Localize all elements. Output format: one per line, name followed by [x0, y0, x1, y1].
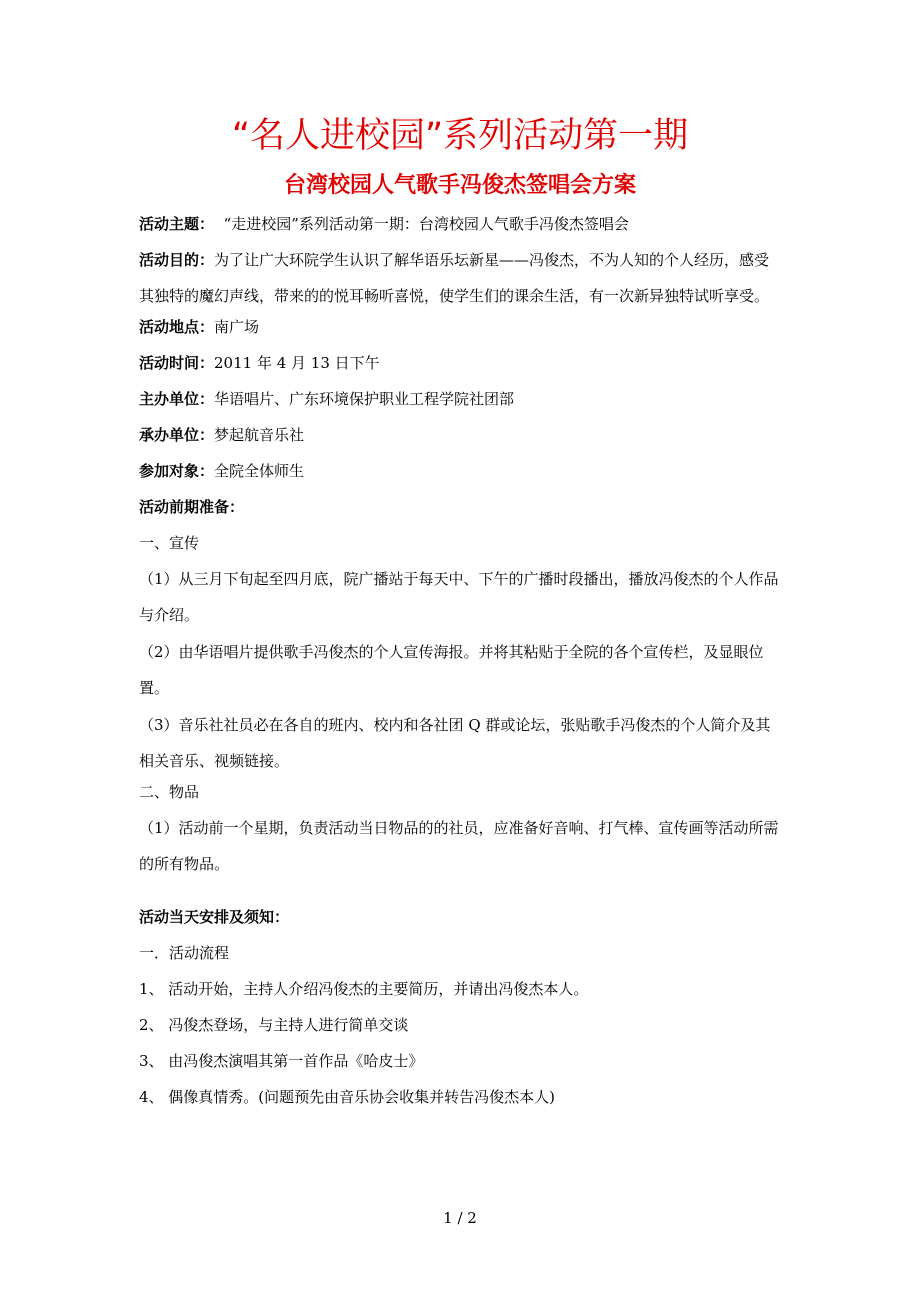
field-audience	[139, 459, 783, 483]
field-time	[139, 351, 783, 375]
field-label: 参加对象：	[139, 462, 215, 480]
field-value: “走进校园”系列活动第一期：台湾校园人气歌手冯俊杰签唱会	[214, 215, 629, 233]
field-purpose	[139, 242, 783, 314]
prep-heading: 活动前期准备：	[139, 498, 245, 516]
document-subtitle: 台湾校园人气歌手冯俊杰签唱会方案	[283, 173, 636, 198]
field-theme	[139, 212, 783, 236]
field-label: 活动时间：	[139, 354, 215, 372]
prep-section-title: 一、宣传	[139, 534, 200, 552]
prep-section-title: 二、物品	[139, 783, 200, 801]
field-value: 2011 年 4 月 13 日下午	[214, 354, 380, 372]
field-value: 全院全体师生	[214, 462, 305, 480]
page-number: 1 / 2	[443, 1209, 477, 1227]
field-value: 华语唱片、广东环境保护职业工程学院社团部	[214, 390, 515, 408]
flow-item: 4、 偶像真情秀。(问题预先由音乐协会收集并转告冯俊杰本人)	[139, 1088, 556, 1106]
field-value: 梦起航音乐社	[214, 426, 305, 444]
prep-item: （3）音乐社社员必在各自的班内、校内和各社团 Q 群或论坛，张贴歌手冯俊杰的个人简介及其相关音乐、视频链接。	[139, 716, 771, 770]
prep-item: （2）由华语唱片提供歌手冯俊杰的个人宣传海报。并将其粘贴于全院的各个宣传栏，及显眼位置。	[139, 643, 764, 697]
field-host	[139, 423, 783, 447]
field-label: 活动地点：	[139, 318, 215, 336]
field-value: 南广场	[214, 318, 260, 336]
field-value: 为了让广大环院学生认识了解华语乐坛新星——冯俊杰，不为人知的个人经历，感受其独特的魔幻声线，带来的的悦耳畅听喜悦，使学生们的课余生活，有一次新异独特试听享受。	[139, 251, 770, 305]
flow-item: 2、 冯俊杰登场，与主持人进行简单交谈	[139, 1016, 409, 1034]
document-body	[139, 212, 783, 1121]
field-label: 活动主题：	[139, 215, 215, 233]
flow-item: 1、 活动开始，主持人介绍冯俊杰的主要简历，并请出冯俊杰本人。	[139, 980, 589, 998]
flow-item: 3、 由冯俊杰演唱其第一首作品《哈皮士》	[139, 1052, 424, 1070]
field-organizer	[139, 387, 783, 411]
field-location	[139, 315, 783, 339]
document-title: “名人进校园”系列活动第一期	[231, 116, 689, 156]
flow-title: 一．活动流程	[139, 944, 230, 962]
field-label: 主办单位：	[139, 390, 215, 408]
prep-item: （1）活动前一个星期，负责活动当日物品的的社员，应准备好音响、打气棒、宣传画等活动所需的所有物品。	[139, 819, 779, 873]
day-heading: 活动当天安排及须知：	[139, 908, 290, 926]
field-label: 承办单位：	[139, 426, 215, 444]
prep-item: （1）从三月下旬起至四月底，院广播站于每天中、下午的广播时段播出，播放冯俊杰的个人作品与介绍。	[139, 570, 779, 624]
blank-line	[139, 883, 783, 905]
field-label: 活动目的：	[139, 251, 215, 269]
